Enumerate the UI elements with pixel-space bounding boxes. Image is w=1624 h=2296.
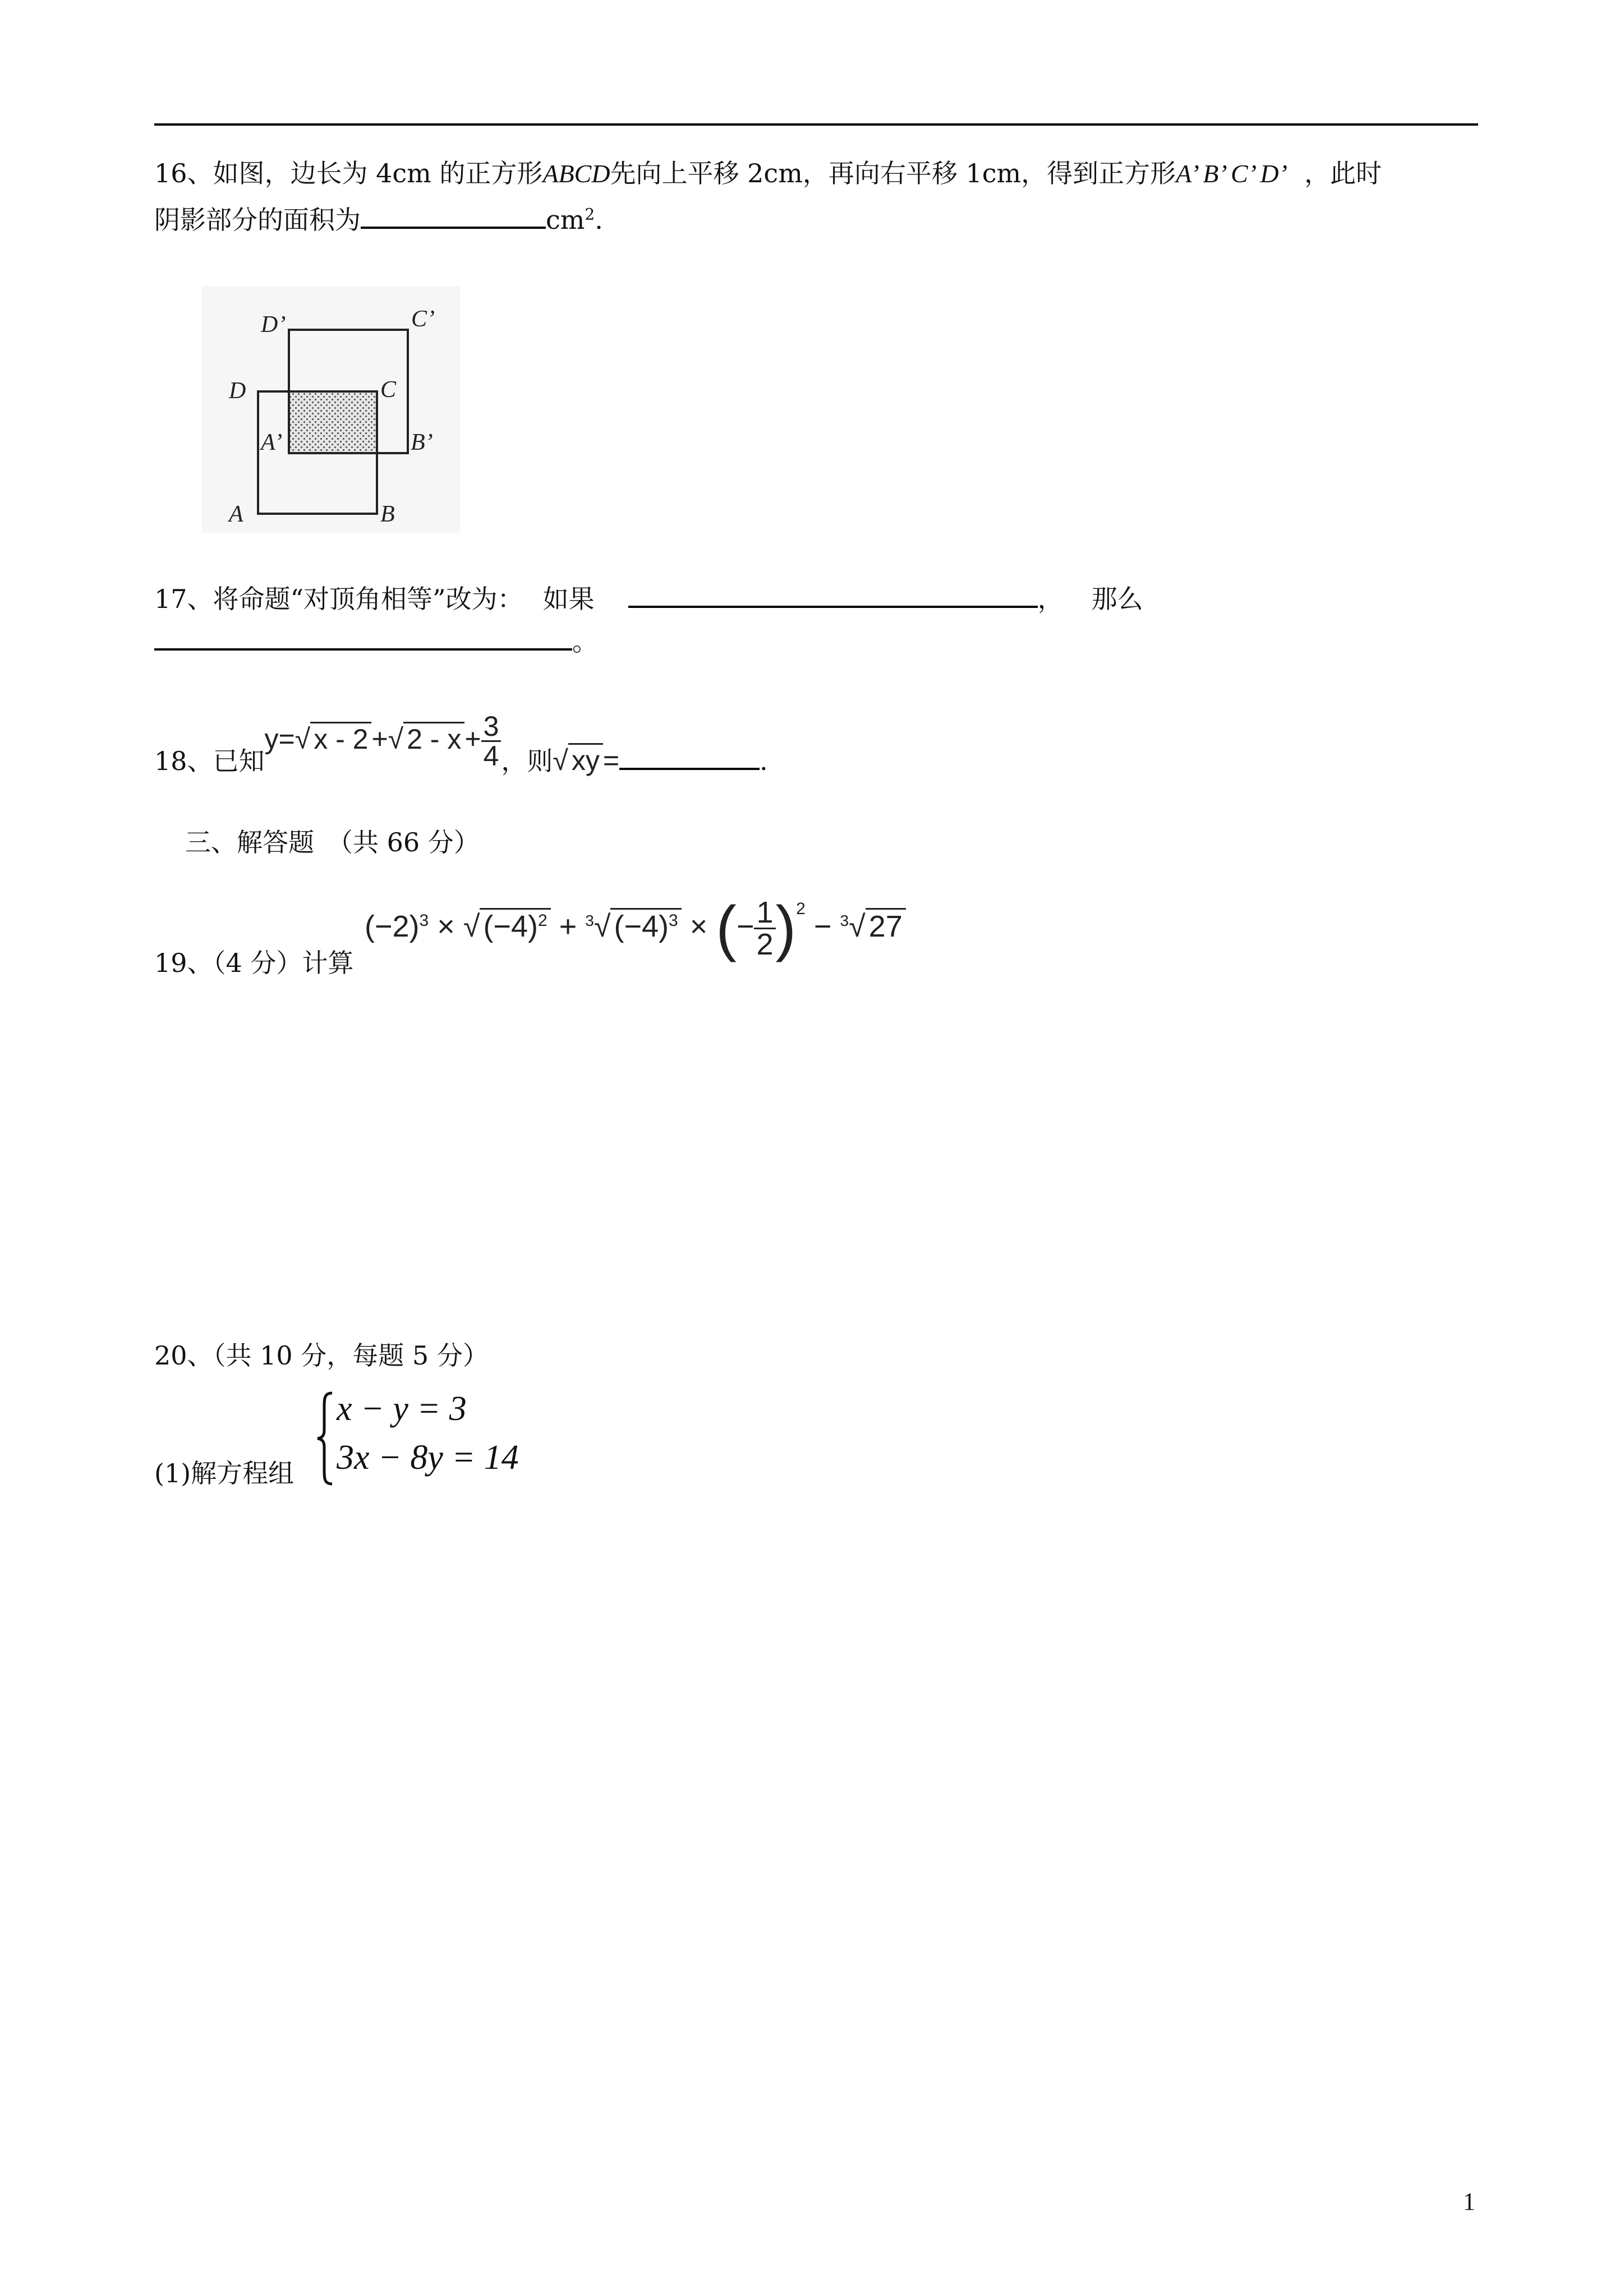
q19-neg-sign: − — [736, 909, 755, 943]
q19-times-1: × — [437, 909, 455, 943]
q17-end: 。 — [572, 626, 598, 657]
label-c-prime: C’ — [411, 306, 435, 332]
q18-answer-blank[interactable] — [619, 743, 760, 770]
q19-radicand-2-exp: 3 — [669, 911, 678, 930]
q18-plus-1: + — [371, 723, 388, 755]
q19-radicand-2: (−4) — [614, 909, 669, 943]
q19-fraction — [754, 897, 775, 960]
q20-title: 20、（共 10 分，每题 5 分） — [154, 1340, 489, 1371]
q19-term-1: (−2) — [365, 909, 420, 943]
q19-sqrt-icon-1: √ — [463, 909, 480, 943]
q18-eq: = — [602, 745, 620, 776]
q16-text-a: 16、如图，边长为 4cm 的正方形 — [154, 158, 543, 188]
q18-prefix: 18、已知 — [154, 746, 265, 776]
q19-left-paren: ( — [716, 893, 737, 963]
q17-if-word: 如果 — [542, 584, 595, 614]
q20-equation-2: 3x − 8y = 14 — [337, 1439, 519, 1477]
q19-radicand-1: (−4) — [483, 909, 538, 943]
section3-title: 三、解答题 （共 66 分） — [185, 827, 480, 857]
q16-square-prime: A’ B’ C’ D’ — [1176, 159, 1287, 188]
label-d-prime: D’ — [261, 312, 286, 338]
label-a-prime: A’ — [261, 430, 283, 455]
q18-sqrt-icon-3: √ — [553, 745, 568, 776]
q18-mid: ，则 — [501, 746, 553, 776]
q16-square-abcd: ABCD — [542, 159, 610, 188]
q18-sqrt-icon-2: √ — [388, 723, 404, 755]
q19-prefix: 19、（4 分）计算 — [154, 948, 354, 978]
q17-then-blank[interactable] — [154, 624, 572, 651]
q18-line — [154, 701, 768, 776]
header-rule — [154, 123, 1478, 126]
q18-plus-2: + — [464, 723, 481, 755]
q18-sqrt-icon-1: √ — [295, 723, 311, 755]
q16-figure — [202, 286, 460, 533]
q18-y-eq: y= — [264, 723, 295, 755]
q18-fraction — [481, 712, 502, 770]
q16-text-d: 阴影部分的面积为 — [154, 205, 361, 235]
q19-cube-index-2: 3 — [840, 911, 849, 929]
q19-times-2: × — [689, 909, 708, 943]
q19-cbrt-icon-1: √ — [594, 909, 611, 943]
q19-radicand-1-exp: 2 — [538, 911, 548, 930]
q18-frac-num: 3 — [481, 712, 502, 742]
q18-radicand-2: 2 - x — [403, 722, 464, 755]
q20-sub1-label: (1)解方程组 — [154, 1458, 295, 1488]
q16-line-1 — [154, 158, 1382, 189]
q18-radicand-1: x - 2 — [310, 722, 371, 755]
q17-if-blank[interactable] — [628, 581, 1038, 608]
q19-cbrt-icon-2: √ — [849, 909, 866, 943]
q17-prefix: 17、将命题“对顶角相等”改为： — [154, 584, 523, 614]
q19-cube-index-1: 3 — [585, 911, 594, 929]
q19-expression — [365, 893, 906, 963]
q17-line-2 — [154, 624, 598, 657]
q16-unit: cm — [546, 205, 585, 235]
q20-system-brace-icon — [314, 1391, 337, 1486]
q16-text-c: ，此时 — [1304, 158, 1382, 188]
q19-term-1-exp: 3 — [419, 911, 429, 930]
q16-end: . — [595, 205, 603, 235]
label-b-prime: B’ — [411, 430, 433, 455]
label-d: D — [229, 378, 246, 404]
q19-paren-exp: 2 — [796, 899, 806, 918]
q19-frac-num: 1 — [754, 897, 775, 929]
q19-right-paren: ) — [775, 893, 797, 963]
q18-end: . — [760, 746, 768, 776]
shaded-overlap-rect — [289, 391, 377, 453]
page-number: 1 — [1463, 2188, 1475, 2215]
q16-answer-blank[interactable] — [361, 202, 546, 229]
q17-line-1 — [154, 581, 1143, 615]
label-c: C — [380, 377, 397, 403]
q17-comma: ， — [1037, 584, 1064, 614]
q19-radicand-3: 27 — [866, 908, 906, 943]
q17-then-word: 那么 — [1091, 584, 1143, 614]
q18-radicand-3: xy — [568, 743, 603, 776]
q19-minus: − — [813, 909, 832, 943]
q18-frac-den: 4 — [483, 740, 499, 772]
label-b: B — [380, 501, 395, 527]
q19-frac-den: 2 — [756, 928, 774, 961]
label-a: A — [229, 501, 243, 527]
q20-equation-1: x − y = 3 — [337, 1390, 467, 1428]
q19-plus: + — [559, 909, 577, 943]
q16-unit-sup: 2 — [585, 205, 595, 224]
q16-line-2 — [154, 202, 603, 236]
q18-equation — [265, 701, 502, 770]
q16-text-b: 先向上平移 2cm，再向右平移 1cm，得到正方形 — [610, 158, 1176, 188]
q18-sqrt-xy — [553, 704, 619, 777]
